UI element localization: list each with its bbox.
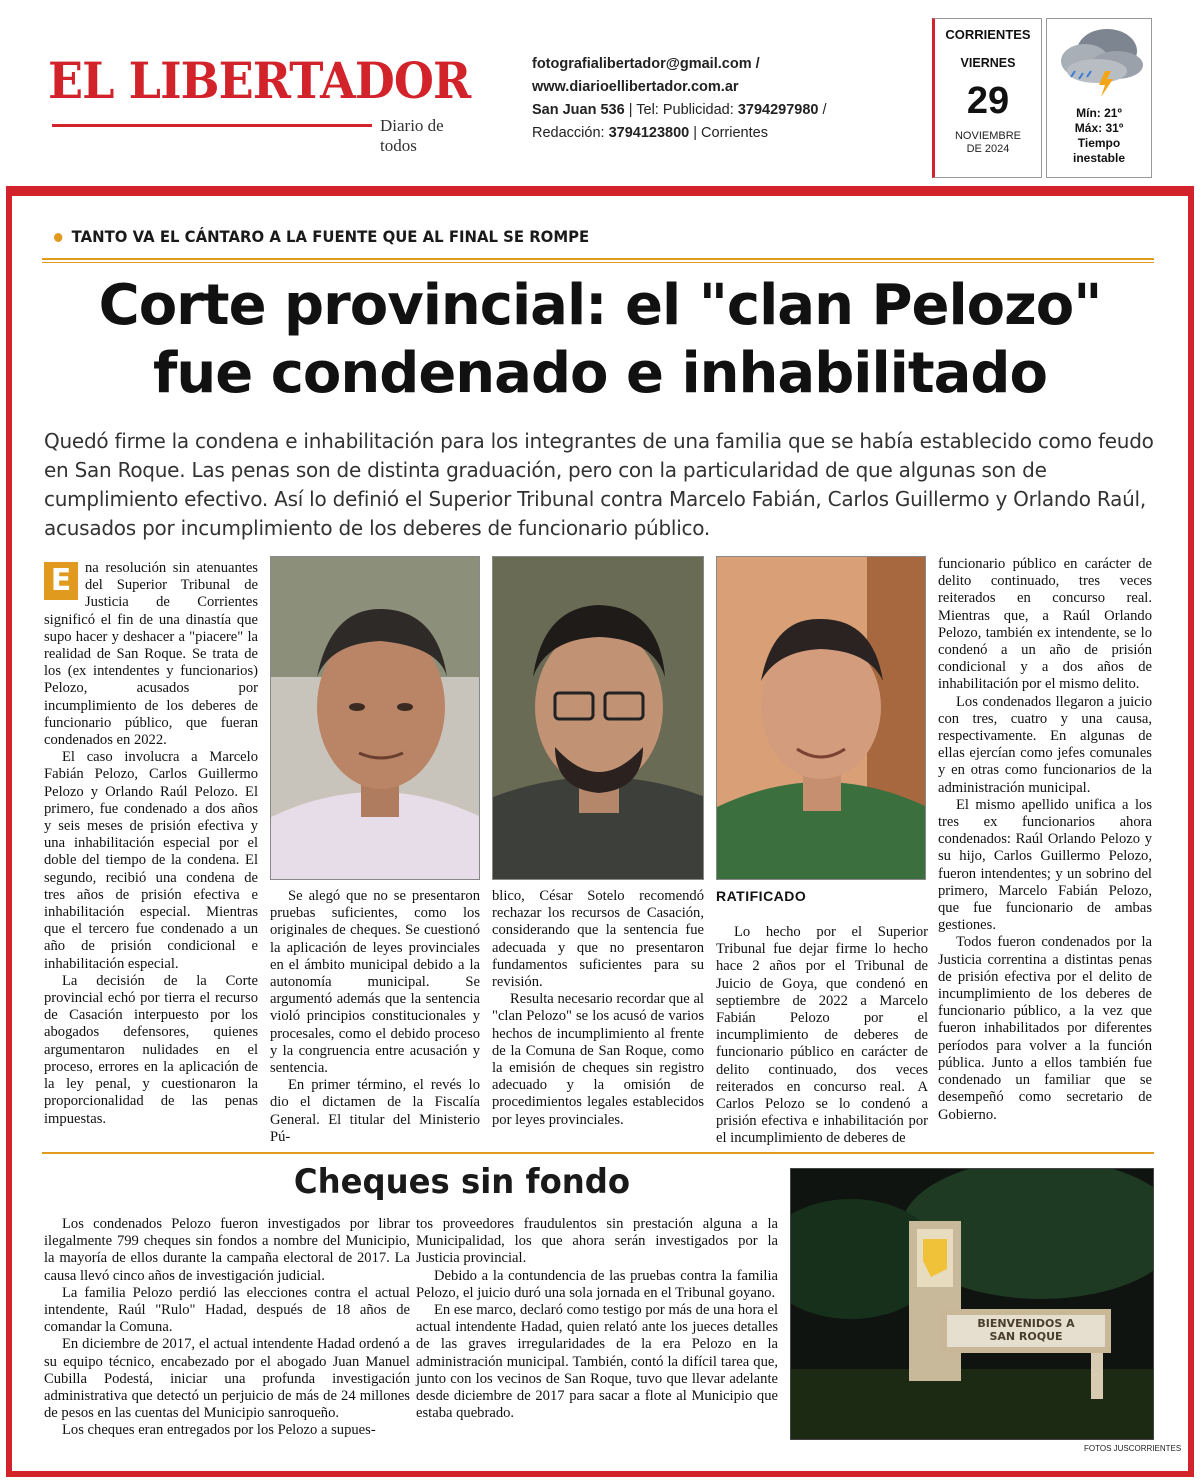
- contact-sep: /: [818, 102, 827, 118]
- col2-paragraph-2: En primer término, el revés lo dio el dictamen de la Fiscalía General. El titular del Ministerio Pú-: [270, 1077, 480, 1145]
- weather-desc-1: Tiempo: [1077, 136, 1121, 150]
- masthead: [0, 0, 1200, 186]
- col1-paragraph-1: na resolución sin atenuantes del Superior Tribunal de Justicia de Corrientes significó el fin de una dinastía que supo hacer y deshacer a "piacere" la realidad de San Roque. Se trata de los (ex intendentes y funcionarios) Pelozo, acusados por incumplimiento de los deberes de funcionario público, que fueran condenados en 2022.: [44, 560, 258, 749]
- contact-website[interactable]: www.diarioellibertador.com.ar: [532, 79, 739, 95]
- col3-paragraph-1: blico, César Sotelo recomendó rechazar los recursos de Casación, considerando que la sentencia fue adecuada y que no presentaron fundamentos suficientes para su revisión.: [492, 888, 704, 991]
- article-column-4: [716, 924, 928, 1148]
- sign-line-2: SAN ROQUE: [989, 1330, 1063, 1343]
- newspaper-logo[interactable]: [48, 51, 471, 155]
- col4-paragraph-1: Lo hecho por el Superior Tribunal fue dejar firme lo hecho hace 2 años por el Tribunal de Juicio de Goya, que condenó en septiembre de 2022 a Marcelo Fabián Pelozo por el incumplimiento de deberes de funcionario público en carácter de delito continuado, dos veces reiterados en concurso real. A Carlos Pelozo se lo condenó a prisión efectiva e inhabilitación por el incumplimiento de deberes de: [716, 924, 928, 1147]
- article-dek: Quedó firme la condena e inhabilitación para los integrantes de una familia que se había establecido como feudo en San Roque. Las penas son de distinta graduación, pero con la particularidad de que algunas son de cumplimiento efectivo. Así lo definió el Superior Tribunal contra Marcelo Fabián, Carlos Guillermo y Orlando Raúl, acusados por incumplimiento de los deberes de funcionario público.: [44, 429, 1154, 540]
- headline[interactable]: [40, 272, 1160, 408]
- sign-text: [951, 1317, 1101, 1343]
- col3-paragraph-2: Resulta necesario recordar que al "clan Pelozo" se los acusó de varios hechos de incumplimiento al frente de la Comuna de San Roque, como la emisión de cheques sin registro adecuado y la omisión de procedimientos legales establecidos por leyes provinciales.: [492, 991, 704, 1128]
- logo-title: EL LIBERTADOR: [48, 51, 471, 110]
- contact-phone-label: | Tel: Publicidad:: [624, 102, 738, 118]
- logo-tagline: Diario de todos: [380, 116, 444, 155]
- date-box: [932, 18, 1042, 178]
- photo-carlos-pelozo[interactable]: [492, 556, 704, 880]
- date-month: NOVIEMBRE: [954, 130, 1021, 142]
- contact-phone-ads: 3794297980: [737, 102, 819, 118]
- photo-orlando-pelozo[interactable]: [716, 556, 926, 880]
- headline-line-2: fue condenado e inhabilitado: [152, 341, 1047, 406]
- date-weekday: VIERNES: [960, 56, 1016, 70]
- photo-credit: FOTOS JUSCORRIENTES: [1084, 1444, 1182, 1453]
- subhead-ratificado: RATIFICADO: [716, 888, 807, 904]
- contact-email[interactable]: fotografialibertador@gmail.com /: [532, 56, 760, 72]
- kicker-text: TANTO VA EL CÁNTARO A LA FUENTE QUE AL FINAL SE ROMPE: [71, 227, 590, 246]
- contact-city: | Corrientes: [689, 125, 768, 141]
- logo-underline: [52, 124, 372, 127]
- weather-desc-2: inestable: [1072, 151, 1126, 165]
- contact-newsroom-label: Redacción:: [532, 125, 609, 141]
- sidebar-b-paragraph-3: En ese marco, declaró como testigo por más de una hora el actual intendente Hadad, quien relató ante los jueces detalles de las graves irregularidades de la era Pelozo en la administración municipal. También, contó la difícil tarea que, junto con los vecinos de San Roque, tuvo que llevar adelante desde diciembre de 2017 para sacar a flote al Municipio que estaba quebrado.: [416, 1302, 778, 1422]
- sidebar-a-paragraph-2: La familia Pelozo perdió las elecciones contra el actual intendente, Raúl "Rulo" Hadad, después de 18 años de comandar la Comuna.: [44, 1284, 410, 1336]
- col5-paragraph-3: El mismo apellido unifica a los tres ex funcionarios ahora condenados: Raúl Orlando Pelozo y su hijo, Carlos Guillermo Pelozo, fueron intendentes; y un sobrino del primero, Marcelo Fabián Pelozo, que fue funcionario de ambas gestiones.: [938, 796, 1152, 934]
- sign-line-1: BIENVENIDOS A: [977, 1317, 1075, 1330]
- dropcap: E: [44, 562, 78, 600]
- sidebar-a-paragraph-4: Los cheques eran entregados por los Pelozo a supues-: [62, 1422, 376, 1439]
- col5-paragraph-4: Todos fueron condenados por la Justicia correntina a distintas penas de prisión efectiva por el delito de incumplimiento de los deberes de funcionario público, a la vez que fueron inhabilitados por diferentes períodos para volver a la función pública. Junto a ellos también fue condenado un familiar que se desempeñó como secretario de Gobierno.: [938, 934, 1152, 1123]
- date-month-year: [935, 130, 1041, 156]
- photo-marcelo-pelozo[interactable]: [270, 556, 480, 880]
- kicker: [54, 227, 589, 246]
- date-city: CORRIENTES: [945, 27, 1031, 42]
- col5-paragraph-1: funcionario público en carácter de delito continuado, tres veces reiterados en concurso real. Mientras que, a Raúl Orlando Pelozo, también ex intendente, se lo condenó a un año de prisión condicional y a dos años de inhabilitación por el mismo delito.: [938, 556, 1152, 693]
- photo-san-roque-sign[interactable]: [790, 1168, 1154, 1440]
- bullet-icon: [54, 233, 62, 242]
- contact-phone-newsroom: 3794123800: [608, 125, 690, 141]
- headline-line-1: Corte provincial: el "clan Pelozo": [98, 273, 1102, 338]
- article-column-3: [492, 888, 704, 1129]
- sidebar-column-1: [44, 1216, 410, 1440]
- col5-paragraph-2: Los condenados llegaron a juicio con tres, cuatro y una causa, respectivamente. En algunas de ellas ejercían como jefes comunales y en otras como funcionarios de la administración municipal.: [938, 693, 1152, 796]
- sidebar-b-paragraph-2: Debido a la contundencia de las pruebas contra la familia Pelozo, el juicio duró una sola jornada en el Tribunal goyano.: [416, 1267, 778, 1301]
- sidebar-title[interactable]: Cheques sin fondo: [293, 1162, 631, 1202]
- date-day-number: 29: [966, 80, 1010, 122]
- col2-paragraph-1: Se alegó que no se presentaron pruebas suficientes, como los originales de cheques. Se cuestionó la aplicación de leyes provinciales en el ámbito municipal debido a la autonomía municipal. Se argumentó además que la sentencia violó principios constitucionales y procesales, como el debido proceso y la congruencia entre acusación y sentencia.: [270, 888, 480, 1077]
- article-column-2: [270, 888, 480, 1146]
- sidebar-rule: [42, 1152, 1154, 1156]
- col1-paragraph-3: La decisión de la Corte provincial echó por tierra el recurso de Casación interpuesto por los abogados defensores, quienes argumentaron nulidades en el proceso, errores en la aplicación de la ley penal, y cuestionaron la proporcionalidad de las penas impuestas.: [44, 972, 258, 1127]
- contact-info: [532, 53, 912, 145]
- col1-paragraph-2: El caso involucra a Marcelo Fabián Pelozo, Carlos Guillermo Pelozo y Orlando Raúl Pelozo. El primero, fue condenado a dos años y seis meses de prisión efectiva y una inhabilitación especial por el doble del tiempo de la condena. El segundo, recibió una condena de tres años de prisión efectiva e inhabilitación especial. Mientras que el tercero fue condenado a un año de prisión condicional e inhabilitación especial.: [44, 749, 258, 972]
- weather-max: Máx: 31º: [1074, 121, 1124, 135]
- weather-min: Mín: 21º: [1076, 106, 1122, 120]
- contact-address: San Juan 536: [532, 102, 625, 118]
- sidebar-a-paragraph-1: Los condenados Pelozo fueron investigados por librar ilegalmente 799 cheques sin fondos a nombre del Municipio, la mayoría de ellos durante la campaña electoral de 2017. La causa llevó cinco años de investigación judicial.: [44, 1216, 410, 1284]
- article-column-5: [938, 556, 1152, 1124]
- sidebar-column-2: [416, 1216, 778, 1422]
- storm-cloud-icon: [1047, 21, 1151, 104]
- masthead-divider: [6, 186, 1194, 196]
- weather-box: [1046, 18, 1152, 178]
- sidebar-b-paragraph-1: tos proveedores fraudulentos sin prestación alguna a la Municipalidad, los que ahora serán investigados por la Justicia provincial.: [416, 1216, 778, 1267]
- date-year: DE 2024: [966, 143, 1010, 155]
- article-column-1: [44, 560, 258, 1128]
- sidebar-a-paragraph-3: En diciembre de 2017, el actual intendente Hadad ordenó a su equipo técnico, encabezado por el abogado Juan Manuel Cubilla Podestá, iniciar una profunda investigación administrativa que detectó un perjuicio de más de 24 millones de pesos en las cuentas del Municipio sanroqueño.: [44, 1336, 410, 1422]
- kicker-rule: [42, 258, 1154, 263]
